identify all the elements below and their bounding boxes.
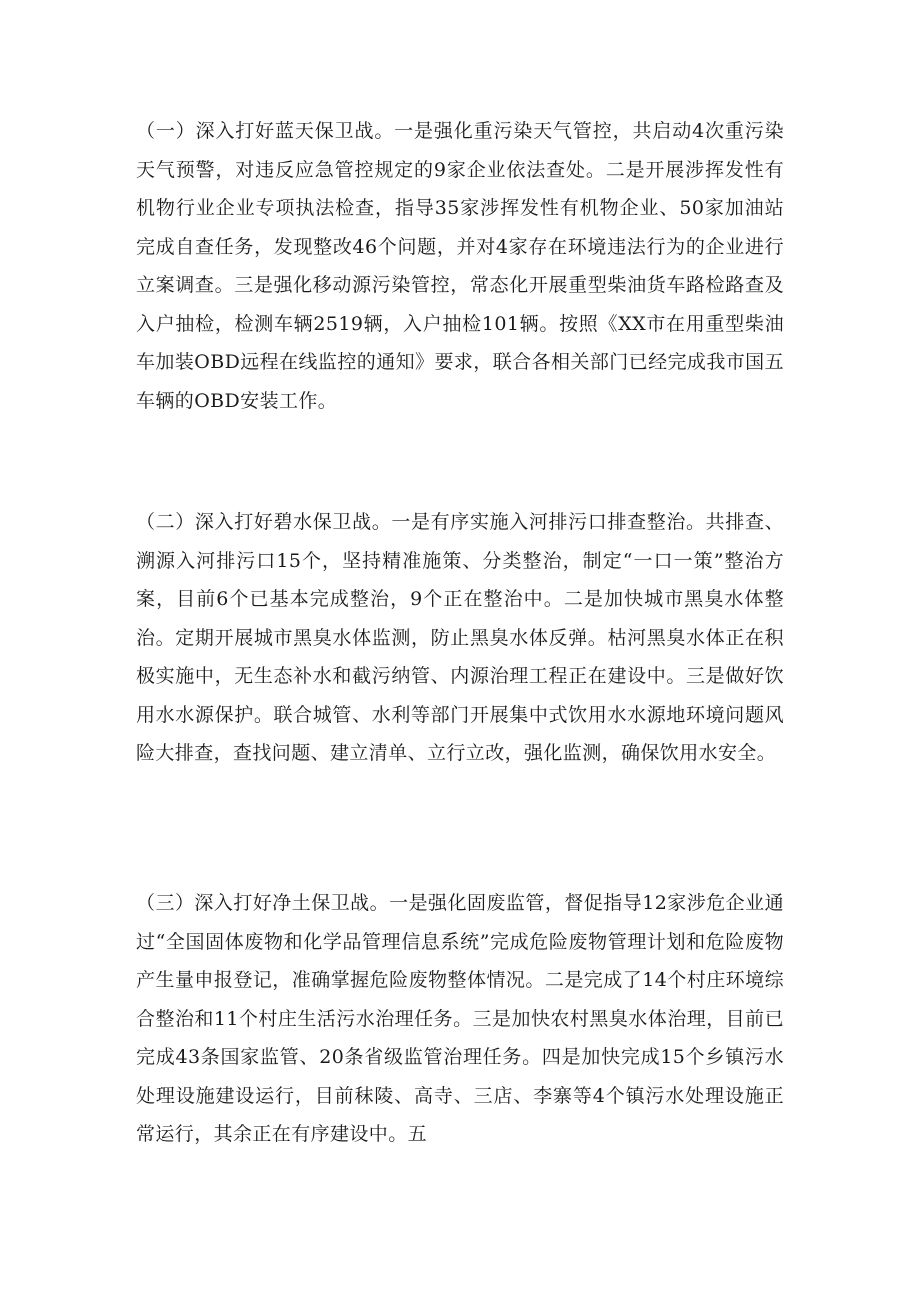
paragraph-blue-sky: （一）深入打好蓝天保卫战。一是强化重污染天气管控，共启动4次重污染天气预警，对违反应急管控规定的9家企业依法查处。二是开展涉挥发性有机物行业企业专项执法检查，指导35家涉挥发性有机物企业、50家加油站完成自查任务，发现整改46个问题，并对4家存在环境违法行为的企业进行立案调查。三是强化移动源污染管控，常态化开展重型柴油货车路检路查及入户抽检，检测车辆2519辆，入户抽检101辆。按照《XX市在用重型柴油车加装OBD远程在线监控的通知》要求，联合各相关部门已经完成我市国五车辆的OBD安装工作。 — [136, 120, 784, 412]
paragraph-clear-water: （二）深入打好碧水保卫战。一是有序实施入河排污口排查整治。共排查、溯源入河排污口15个，坚持精准施策、分类整治，制定“一口一策”整治方案，目前6个已基本完成整治，9个正在整治中。二是加快城市黑臭水体整治。定期开展城市黑臭水体监测，防止黑臭水体反弹。枯河黑臭水体正在积极实施中，无生态补水和截污纳管、内源治理工程正在建设中。三是做好饮用水水源保护。联合城管、水利等部门开展集中式饮用水水源地环境问题风险大排查，查找问题、建立清单、立行立改，强化监测，确保饮用水安全。 — [136, 511, 784, 764]
paragraph-clean-soil: （三）深入打好净土保卫战。一是强化固废监管，督促指导12家涉危企业通过“全国固体废物和化学品管理信息系统”完成危险废物管理计划和危险废物产生量申报登记，准确掌握危险废物整体情况。二是完成了14个村庄环境综合整治和11个村庄生活污水治理任务。三是加快农村黑臭水体治理，目前已完成43条国家监管、20条省级监管治理任务。四是加快完成15个乡镇污水处理设施建设运行，目前秣陵、高寺、三店、李寨等4个镇污水处理设施正常运行，其余正在有序建设中。五 — [136, 892, 784, 1145]
